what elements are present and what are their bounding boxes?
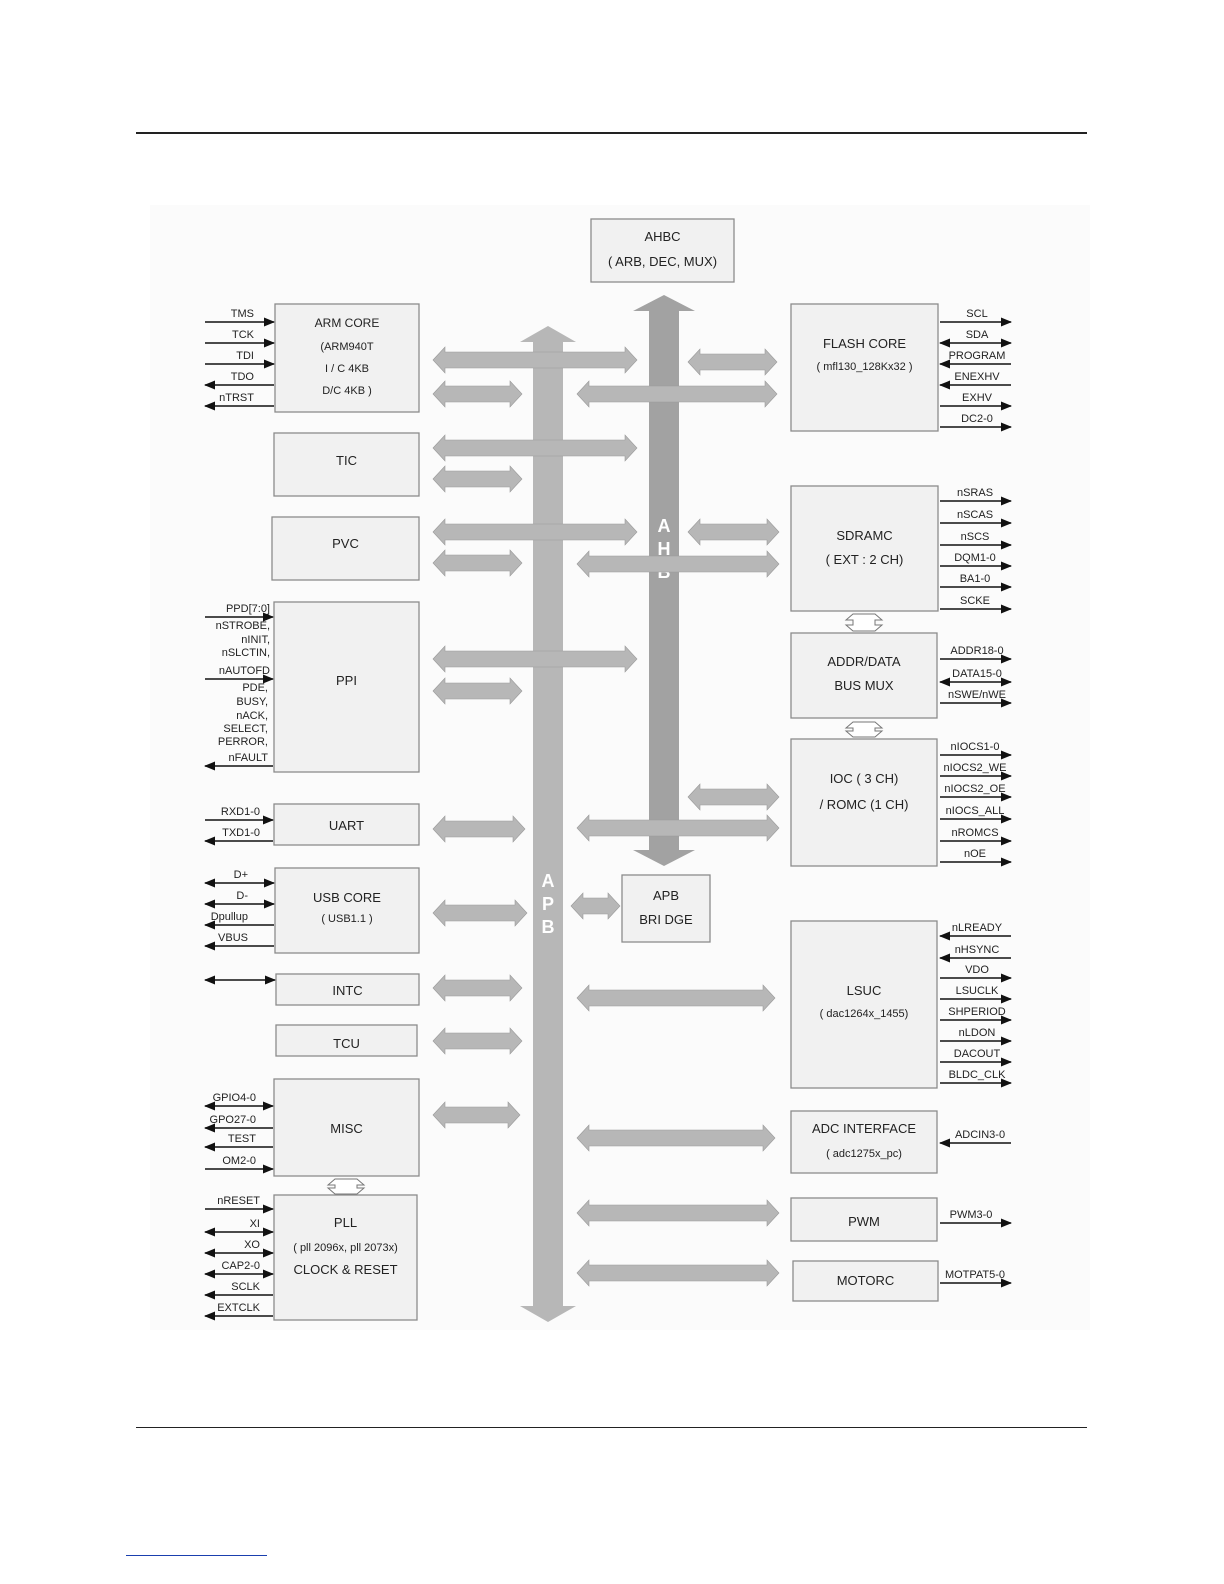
apb-bus-label: B <box>541 917 555 937</box>
sdramc-block <box>791 486 938 611</box>
uart-signal-label: TXD1-0 <box>222 827 260 839</box>
pwm-block-label: PWM <box>848 1214 880 1229</box>
lsuc-signal-label: LSUCLK <box>955 985 999 997</box>
sdramc-signal-label: DQM1-0 <box>954 552 996 564</box>
pll-block <box>274 1195 417 1320</box>
tic-block-label: TIC <box>336 453 357 468</box>
arm-signal-label: TCK <box>232 329 254 341</box>
sdramc-signal-label: nSCS <box>960 531 990 543</box>
usb-signal-label: Dpullup <box>210 911 248 923</box>
usb-block <box>275 868 419 953</box>
mux-signal-label: DATA15-0 <box>952 668 1002 680</box>
uart-block <box>274 804 419 845</box>
misc-block <box>274 1079 419 1176</box>
flash-signal-label: SCL <box>966 308 988 320</box>
apbbr-block <box>622 875 710 942</box>
lsuc-signal-label: VDO <box>965 964 989 976</box>
ioc-signal-label: nIOCS_ALL <box>945 805 1005 817</box>
tcu-block-label: TCU <box>333 1036 360 1051</box>
mux-block-label: BUS MUX <box>834 678 894 693</box>
ppi-out-signal-label: nFAULT <box>228 752 268 764</box>
lsuc-block-box <box>791 921 937 1088</box>
tcu-block <box>276 1025 417 1056</box>
arm-signal-label: TDO <box>230 371 254 383</box>
motorc-signal-label: MOTPAT5-0 <box>944 1269 1006 1281</box>
ppi-in-signal-label: nAUTOFD <box>218 665 270 677</box>
lsuc-signal-label: BLDC_CLK <box>948 1069 1006 1081</box>
ioc-block-label: / ROMC (1 CH) <box>819 797 909 812</box>
apbbr-block-box <box>622 875 710 942</box>
sdramc-signal-label: nSRAS <box>956 487 994 499</box>
ioc-signal-label: nIOCS1-0 <box>950 741 1000 753</box>
pwm-block <box>791 1198 937 1241</box>
pll-signal-label: XO <box>244 1239 260 1251</box>
ioc-signal-label: nROMCS <box>951 827 999 839</box>
adc-block <box>791 1111 937 1173</box>
lsuc-signal-label: DACOUT <box>953 1048 1001 1060</box>
lsuc-block-label: LSUC <box>846 983 882 998</box>
flash-block-label: ( mfl130_128Kx32 ) <box>816 361 913 373</box>
mux-block <box>791 633 937 718</box>
ahb-bus-label: H <box>657 539 671 559</box>
ppi-block-label: PPI <box>336 673 357 688</box>
ppi-out-signal-label: nACK, <box>236 710 268 722</box>
arm-signal-label: TMS <box>230 308 254 320</box>
adc-block-label: ( adc1275x_pc) <box>826 1148 902 1160</box>
ahb-bus-label: A <box>657 516 671 536</box>
sdramc-signal-label: BA1-0 <box>959 573 991 585</box>
flash-signal-label: SDA <box>965 329 989 341</box>
ppi-out-signal-label: SELECT, <box>223 723 268 735</box>
arm-block-label: D/C 4KB ) <box>322 385 372 397</box>
ppi-out-signal-label: PERROR, <box>217 736 268 748</box>
pll-block-box <box>274 1195 417 1320</box>
misc-signal-label: OM2-0 <box>222 1155 256 1167</box>
motorc-block-label: MOTORC <box>836 1273 895 1288</box>
arm-block <box>275 304 419 412</box>
ppi-out-signal-label: BUSY, <box>236 696 268 708</box>
ppi-in-signal-label: nSLCTIN, <box>221 647 270 659</box>
mux-signal-label: nSWE/nWE <box>947 689 1007 701</box>
ioc-signal-label: nIOCS2_WE <box>943 762 1007 774</box>
ppi-in-signal-label: nINIT, <box>241 634 270 646</box>
flash-block-label: FLASH CORE <box>822 336 907 351</box>
ahbc-block-label: AHBC <box>644 229 681 244</box>
apb-bus-label: A <box>541 871 555 891</box>
flash-block <box>791 304 938 431</box>
ahbc-block <box>591 219 734 282</box>
ioc-signal-label: nIOCS2_OE <box>944 783 1006 795</box>
lsuc-signal-label: SHPERIOD <box>948 1006 1006 1018</box>
ppi-block <box>274 602 419 772</box>
lsuc-signal-label: nHSYNC <box>954 944 1000 956</box>
arm-signal-label: TDI <box>236 350 254 362</box>
lsuc-signal-label: nLDON <box>958 1027 996 1039</box>
adc-signal-label: ADCIN3-0 <box>954 1129 1006 1141</box>
pll-signal-label: nRESET <box>217 1195 260 1207</box>
uart-signal-label: RXD1-0 <box>220 806 260 818</box>
misc-signal-label: GPIO4-0 <box>212 1092 256 1104</box>
flash-signal-label: DC2-0 <box>961 413 993 425</box>
usb-signal-label: D- <box>236 890 248 902</box>
ioc-signal-label: nOE <box>963 848 987 860</box>
usb-block-box <box>275 868 419 953</box>
usb-signal-label: VBUS <box>218 932 248 944</box>
sdramc-signal-label: SCKE <box>960 595 990 607</box>
apbbr-block-label: APB <box>652 888 680 903</box>
ppi-out-signal-label: PDE, <box>242 682 268 694</box>
usb-block-label: USB CORE <box>313 890 381 905</box>
flash-signal-label: ENEXHV <box>954 371 1000 383</box>
mux-signal-label: ADDR18-0 <box>950 645 1004 657</box>
pll-block-label: ( pll 2096x, pll 2073x) <box>293 1242 398 1254</box>
mux-block-box <box>791 633 937 718</box>
sdramc-block-label: ( EXT : 2 CH) <box>825 552 904 567</box>
pwm-signal-label: PWM3-0 <box>949 1209 993 1221</box>
apbbr-block-label: BRI DGE <box>639 912 693 927</box>
usb-signal-label: D+ <box>233 869 248 881</box>
pll-signal-label: SCLK <box>231 1281 260 1293</box>
arm-signal-label: nTRST <box>219 392 254 404</box>
flash-signal-label: EXHV <box>962 392 992 404</box>
ahbc-block-label: ( ARB, DEC, MUX) <box>607 254 718 269</box>
intc-block <box>276 974 419 1005</box>
arm-block-label: ARM CORE <box>314 316 380 330</box>
pll-signal-label: XI <box>249 1218 260 1230</box>
pll-block-label: PLL <box>333 1215 358 1230</box>
pll-block-label: CLOCK & RESET <box>293 1262 398 1277</box>
sdramc-block-box <box>791 486 938 611</box>
flash-signal-label: PROGRAM <box>948 350 1006 362</box>
adc-block-label: ADC INTERFACE <box>811 1121 917 1136</box>
ppi-in-signal-label: nSTROBE, <box>215 620 270 632</box>
pvc-block <box>272 517 419 580</box>
sdramc-signal-label: nSCAS <box>956 509 994 521</box>
lsuc-signal-label: nLREADY <box>951 922 1003 934</box>
motorc-block <box>793 1261 938 1301</box>
pll-signal-label: EXTCLK <box>217 1302 260 1314</box>
lsuc-block <box>791 921 937 1088</box>
ioc-block-label: IOC ( 3 CH) <box>829 771 899 786</box>
pll-signal-label: CAP2-0 <box>221 1260 260 1272</box>
apb-bus-label: P <box>541 894 555 914</box>
mux-block-label: ADDR/DATA <box>827 654 901 669</box>
sdramc-block-label: SDRAMC <box>836 528 893 543</box>
pvc-block-label: PVC <box>332 536 359 551</box>
misc-signal-label: GPO27-0 <box>209 1114 256 1126</box>
arm-block-label: (ARM940T <box>320 341 374 353</box>
misc-signal-label: TEST <box>227 1133 256 1145</box>
lsuc-block-label: ( dac1264x_1455) <box>819 1008 909 1020</box>
arm-block-label: I / C 4KB <box>324 363 370 375</box>
tic-block <box>274 433 419 496</box>
intc-block-label: INTC <box>332 983 363 998</box>
ppi-in-signal-label: PPD[7:0] <box>225 603 270 615</box>
usb-block-label: ( USB1.1 ) <box>321 913 373 925</box>
ioc-block <box>791 739 937 866</box>
uart-block-label: UART <box>328 818 365 833</box>
misc-block-label: MISC <box>330 1121 363 1136</box>
